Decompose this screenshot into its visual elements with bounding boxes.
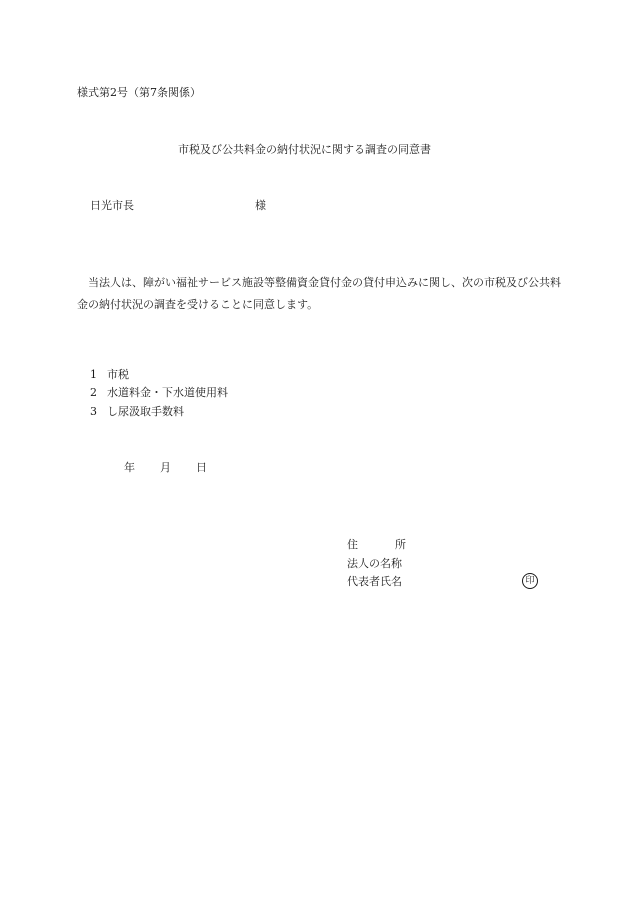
list-item-label: し尿汲取手数料	[107, 405, 184, 418]
list-item	[90, 369, 129, 380]
signature-address-label	[347, 539, 406, 550]
address-label-part2: 所	[395, 538, 406, 551]
list-item-label: 市税	[107, 368, 129, 381]
form-number: 様式第2号（第7条関係）	[77, 86, 201, 99]
list-item-number: 3	[90, 405, 97, 418]
date-year-label: 年	[124, 461, 135, 474]
addressee-honorific: 様	[255, 199, 266, 212]
list-item-label: 水道料金・下水道使用料	[107, 386, 228, 399]
address-label-part1: 住	[347, 538, 358, 551]
consent-body-text: 当法人は、障がい福祉サービス施設等整備資金貸付金の貸付申込みに関し、次の市税及び公共料金の納付状況の調査を受けることに同意します。	[77, 276, 561, 311]
list-item	[90, 406, 184, 417]
date-month-label: 月	[160, 461, 171, 474]
document-title: 市税及び公共料金の納付状況に関する調査の同意書	[178, 143, 431, 156]
signature-corporation-name-label: 法人の名称	[347, 557, 402, 570]
signature-representative-label: 代表者氏名	[347, 575, 402, 588]
date-day-label: 日	[196, 461, 207, 474]
list-item	[90, 387, 228, 398]
list-item-number: 2	[90, 386, 97, 399]
seal-mark: 印	[522, 573, 538, 589]
addressee: 日光市長	[90, 199, 134, 212]
list-item-number: 1	[90, 368, 97, 381]
